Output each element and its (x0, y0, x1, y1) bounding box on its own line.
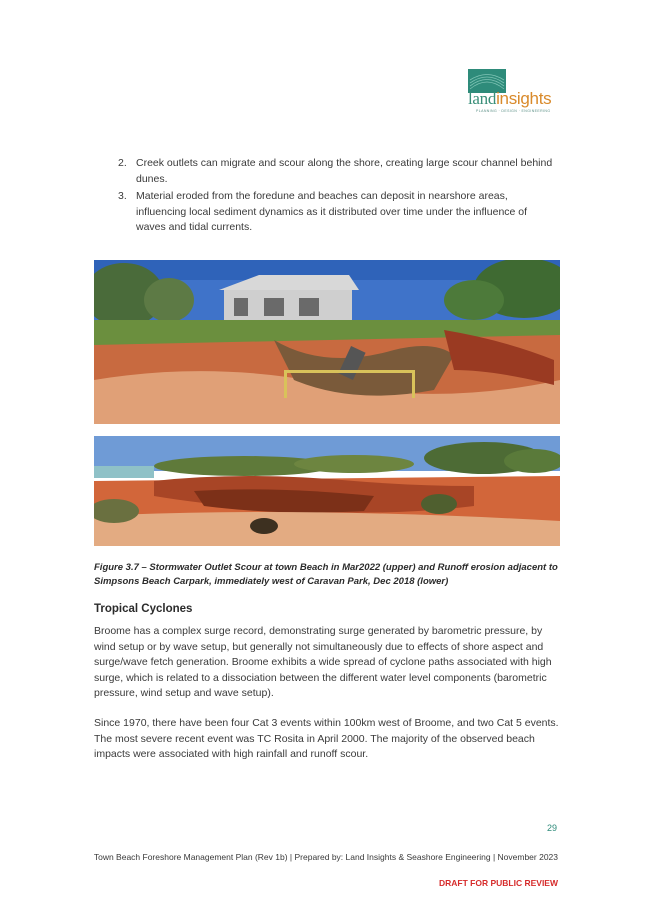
list-item-text: Material eroded from the foredune and beaches can deposit in nearshore areas, influencing local sediment dynamics as it distributed over time under the influence of waves and tidal currents. (136, 190, 528, 233)
list-item-number: 2. (118, 157, 127, 169)
numbered-list (118, 156, 558, 238)
list-item-number: 3. (118, 190, 127, 202)
photo-runoff-erosion (94, 436, 560, 546)
list-item (118, 156, 558, 187)
photo-stormwater-outlet-scour (94, 260, 560, 424)
list-item (118, 189, 558, 236)
paragraph: Broome has a complex surge record, demonstrating surge generated by barometric pressure, by wind setup or by wave setup, but generally not simultaneously due to effects of shore aspect and surge/wave fetch generation. Broome exhibits a wide spread of cyclone paths associated with high surge, which is related to a dissociation between the different water level components (barometric pressure, wind setup and wave setup). (94, 625, 552, 699)
figure-caption: Figure 3.7 – Stormwater Outlet Scour at town Beach in Mar2022 (upper) and Runoff erosion adjacent to Simpsons Beach Carpark, immediately west of Caravan Park, Dec 2018 (lower) (94, 562, 558, 587)
draft-label: DRAFT FOR PUBLIC REVIEW (439, 878, 558, 888)
list-item-text: Creek outlets can migrate and scour along the shore, creating large scour channel behind dunes. (136, 157, 553, 185)
logo-land-text: land (468, 89, 497, 108)
logo-insights-text: insights (496, 89, 552, 108)
logo-tagline: PLANNING · DESIGN · ENGINEERING (476, 109, 551, 113)
company-logo (468, 69, 564, 115)
page-number: 29 (547, 823, 558, 833)
paragraph: Since 1970, there have been four Cat 3 events within 100km west of Broome, and two Cat 5 events. The most severe recent event was TC Rosita in April 2000. The majority of the observed beach impacts were associated with high rainfall and runoff scour. (94, 717, 559, 760)
footer-text: Town Beach Foreshore Management Plan (Rev 1b) | Prepared by: Land Insights & Seashore Engineering | November 2023 (93, 852, 558, 862)
section-heading: Tropical Cyclones (94, 603, 193, 615)
logo-wordmark (468, 89, 551, 109)
